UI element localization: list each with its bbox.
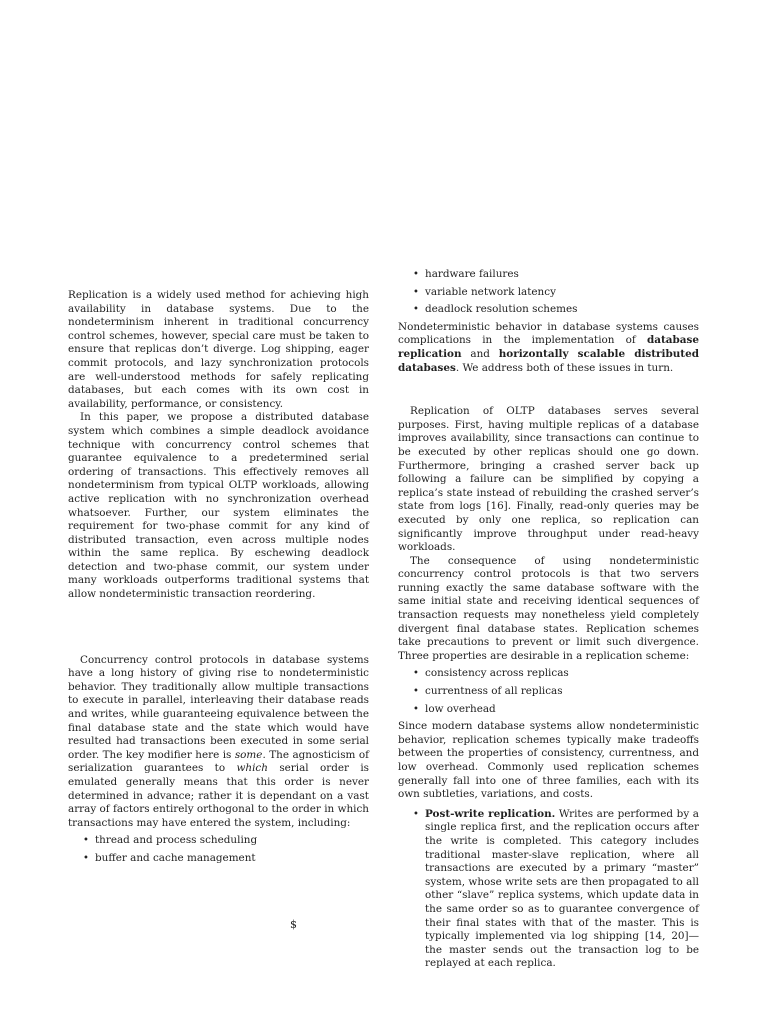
replication-paragraph-1: Replication of OLTP databases serves several purposes. First, having multiple replicas of a database improves availability, since transactions can continue to be executed by other replicas should one go down. Furthermore, bringing a crashed server back up following a failure can be simplified by copying a replica’s state instead of rebuilding the crashed server’s state from logs [16]. Finally, read-only queries may be executed by only one replica, so replication can significantly improve throughput under read-heavy workloads. xyxy=(398,405,699,554)
intro-paragraph: Concurrency control protocols in database systems have a long history of giving rise to nondeterministic behavior. They traditionally allow multiple transactions to execute in parallel, interleaving their database reads and writes, while guaranteeing equivalence between the final database state and the state which would have resulted had transactions been executed in some serial order. The key modifier here is some. The agnosticism of serialization guarantees to which serial order is emulated generally means that this order is never determined in advance; rather it is dependant on a vast array of factors entirely orthogonal to the order in which transactions may have entered the system, including: xyxy=(68,653,370,829)
abstract-paragraph-1: Replication is a widely used method for achieving high availability in database systems. Due to the nondeterminism inherent in traditional concurrency control schemes, however, special care must be taken to ensure that replicas don’t diverge. Log shipping, eager commit protocols, and lazy synchronization protocols are well-understood methods for safely replicating databases, but each comes with its own cost in availability, performance, or consistency. xyxy=(68,289,369,410)
replication-paragraph-2: The consequence of using nondeterministic concurrency control protocols is that two servers running exactly the same database software with the same initial state and receiving identical sequences of transaction requests may nonetheless yield completely divergent final database states. Replication schemes take precautions to prevent or limit such divergence. Three properties are desirable in a replication scheme: xyxy=(398,554,699,662)
factors-list-continued xyxy=(398,268,699,317)
factors-list xyxy=(68,834,369,865)
replication-families-list xyxy=(398,808,699,971)
nondeterminism-paragraph: Nondeterministic behavior in database systems causes complications in the implementation of database replication and horizontally scalable distributed databases. We address both of these issues in turn. xyxy=(398,320,699,374)
properties-list xyxy=(398,667,699,716)
list-item: • variable network latency xyxy=(413,285,556,298)
list-item: • consistency across replicas xyxy=(413,667,569,680)
list-item: • low overhead xyxy=(413,702,496,715)
list-item: • deadlock resolution schemes xyxy=(413,303,578,316)
list-item: • Post-write replication. Writes are performed by a single replica first, and the replication occurs after the write is completed. This category includes traditional master-slave replication, where all transactions are executed by a primary “master” system, whose write sets are then propagated to all other “slave” replica systems, which update data in the same order so as to guarantee convergence of their final states with that of the master. This is typically implemented via log shipping [14, 20]—the master sends out the transaction log to be replayed at each replica. xyxy=(413,807,699,970)
tradeoffs-paragraph: Since modern database systems allow nondeterministic behavior, replication schemes typically make tradeoffs between the properties of consistency, currentness, and low overhead. Commonly used replication schemes generally fall into one of three families, each with its own subtleties, variations, and costs. xyxy=(398,720,699,801)
abstract-paragraph-2: In this paper, we propose a distributed database system which combines a simple deadlock avoidance technique with concurrency control schemes that guarantee equivalence to a predetermined serial ordering of transactions. This effectively removes all nondeterminism from typical OLTP workloads, allowing active replication with no synchronization overhead whatsoever. Further, our system eliminates the requirement for two-phase commit for any kind of distributed transaction, even across multiple nodes within the same replica. By eschewing deadlock detection and two-phase commit, our system under many workloads outperforms traditional systems that allow nondeterministic transaction reordering. xyxy=(68,411,369,601)
list-item: • buffer and cache management xyxy=(83,851,256,864)
right-column xyxy=(398,268,699,975)
page-number: $ xyxy=(290,918,297,931)
list-item: • hardware failures xyxy=(413,268,519,280)
list-item: • thread and process scheduling xyxy=(83,834,258,847)
list-item: • currentness of all replicas xyxy=(413,685,563,698)
left-column xyxy=(68,289,369,870)
